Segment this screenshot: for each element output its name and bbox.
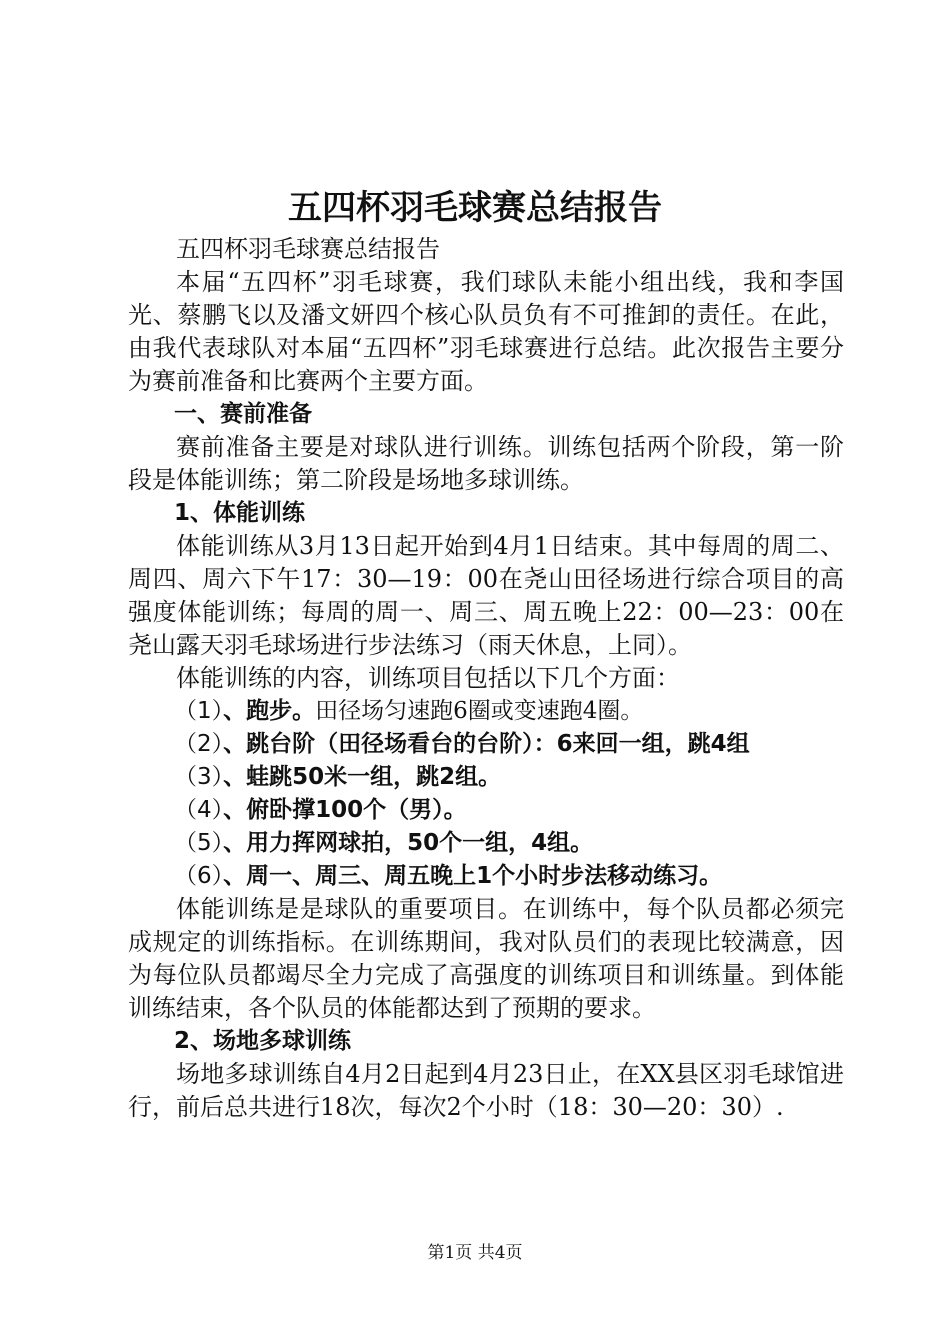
training-item-number: （4） bbox=[174, 797, 224, 823]
training-item-number: （3） bbox=[174, 764, 224, 790]
intro-paragraph: 本届“五四杯”羽毛球赛，我们球队未能小组出线，我和李国光、蔡鹏飞以及潘文妍四个核心队员负有不可推卸的责任。在此，由我代表球队对本届“五四杯”羽毛球赛进行总结。此次报告主要分为赛前准备和比赛两个主要方面。 bbox=[128, 268, 844, 395]
section-heading-preparation: 一、赛前准备 bbox=[174, 401, 312, 427]
training-item bbox=[128, 728, 844, 761]
training-item-text: 、周一、周三、周五晚上1个小时步法移动练习。 bbox=[223, 863, 723, 889]
document-title: 五四杯羽毛球赛总结报告 bbox=[288, 188, 662, 228]
training-item bbox=[128, 827, 844, 860]
training-item-number: （5） bbox=[174, 830, 224, 856]
fitness-summary-paragraph: 体能训练是是球队的重要项目。在训练中，每个队员都必须完成规定的训练指标。在训练期间，我对队员们的表现比较满意，因为每位队员都竭尽全力完成了高强度的训练项目和训练量。到体能训练结束，各个队员的体能都达到了预期的要求。 bbox=[128, 895, 844, 1022]
training-item bbox=[128, 794, 844, 827]
training-item-text: 、跳台阶（田径场看台的台阶）：6来回一组，跳4组 bbox=[223, 731, 750, 757]
training-item-number: （6） bbox=[174, 863, 224, 889]
training-item bbox=[128, 761, 844, 794]
training-item bbox=[128, 695, 844, 728]
court-training-paragraph: 场地多球训练自4月2日起到4月23日止，在XX县区羽毛球馆进行，前后总共进行18次，每次2个小时（18：30—20：30）. bbox=[128, 1060, 844, 1121]
training-item-text: 、跑步。 bbox=[223, 698, 316, 724]
preparation-paragraph: 赛前准备主要是对球队进行训练。训练包括两个阶段，第一阶段是体能训练；第二阶段是场地多球训练。 bbox=[128, 433, 844, 494]
subsection-heading-fitness: 1、体能训练 bbox=[174, 500, 306, 526]
page-footer: 第1页 共4页 bbox=[427, 1243, 523, 1263]
training-item bbox=[128, 860, 844, 893]
training-item-text: 、俯卧撑100个（男）。 bbox=[223, 797, 467, 823]
training-item-detail: 田径场匀速跑6圈或变速跑4圈。 bbox=[315, 698, 644, 724]
subsection-heading-court-training: 2、场地多球训练 bbox=[174, 1028, 352, 1054]
fitness-schedule-paragraph: 体能训练从3月13日起开始到4月1日结束。其中每周的周二、周四、周六下午17：30—19：00在尧山田径场进行综合项目的高强度体能训练；每周的周一、周三、周五晚上22：00—23：00在尧山露天羽毛球场进行步法练习（雨天休息，上同）。 bbox=[128, 532, 844, 659]
training-item-text: 、用力挥网球拍，50个一组，4组。 bbox=[223, 830, 594, 856]
document-body bbox=[128, 233, 844, 1124]
subtitle-paragraph: 五四杯羽毛球赛总结报告 bbox=[176, 235, 440, 263]
training-item-text: 、蛙跳50米一组，跳2组。 bbox=[223, 764, 502, 790]
fitness-content-intro: 体能训练的内容，训练项目包括以下几个方面： bbox=[176, 664, 680, 692]
training-item-number: （2） bbox=[174, 731, 224, 757]
training-item-number: （1） bbox=[174, 698, 224, 724]
